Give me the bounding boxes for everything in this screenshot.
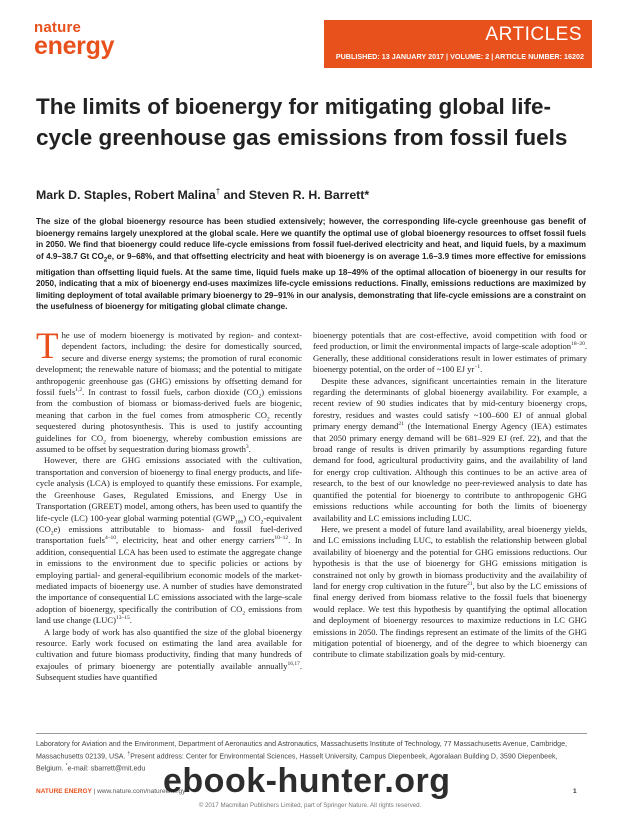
- citation: 1,2: [75, 387, 83, 394]
- paragraph: [36, 326, 302, 455]
- text-run: -equivalent (CO: [36, 512, 302, 534]
- body-column-left: [36, 326, 303, 684]
- affiliation-mark: †: [127, 751, 131, 757]
- superscript: −1: [474, 364, 481, 371]
- text-run: . Subsequent studies have quantified: [36, 660, 302, 683]
- abstract: [36, 216, 586, 313]
- citation: 21: [467, 581, 473, 588]
- paragraph: [313, 376, 587, 524]
- citation: 10–12: [274, 535, 289, 542]
- author-mark-star: *: [364, 188, 370, 203]
- text-run: , electricity, heat and other energy carriers: [115, 535, 275, 546]
- paragraph: [36, 455, 302, 626]
- subscript: 2: [242, 610, 246, 617]
- paragraph: [313, 524, 587, 661]
- citation: 21: [398, 421, 404, 428]
- text-run: (the International Energy Agency (IEA) estimates that 2050 primary energy demand will be 681–929 EJ (ref. 22), and that the broad range of results is driven primarily by assumptions regarding future demand for food, agricultural productivity gains, and the availability of land for energy crop cultivation. Although this continues to be an active area of research, to the best of our knowledge no peer-reviewed analysis to date has quantified the potential for bioenergy to contribute to anthropogenic GHG emissions reductions while accounting for both the limits of bioenergy availability and LC emissions including LUC.: [313, 421, 588, 523]
- subscript: 2: [266, 416, 270, 423]
- page-number: 1: [573, 788, 577, 795]
- subscript: 2: [260, 519, 264, 526]
- subscript: 100: [235, 519, 244, 526]
- publication-info: PUBLISHED: 13 JANUARY 2017 | VOLUME: 2 | ARTICLE NUMBER: 16202: [335, 52, 584, 61]
- affiliation-text: Laboratory for Aviation and the Environment, Department of Aeronautics and Astronautics, Massachusetts Institute of Technology, 77 Massachusetts Avenue, Cambridge, Massachusetts 02139, USA.: [36, 740, 568, 761]
- citation: 13–15: [115, 615, 130, 622]
- text-run: .: [129, 615, 132, 626]
- subscript: 2: [50, 530, 54, 537]
- text-run: . Generally, these additional considerations result in lower estimates of primary bioenergy potential, on the order of ~100 EJ yr: [313, 341, 587, 375]
- abstract-sub: 2: [103, 257, 108, 264]
- text-run: .: [248, 444, 251, 455]
- section-label: ARTICLES: [485, 24, 582, 45]
- drop-cap: T: [36, 326, 59, 367]
- footer-url[interactable]: | www.nature.com/natureenergy: [91, 788, 186, 795]
- text-run: . In addition, consequential LCA has been used to estimate the aggregate change in emissions to the environment due to specific policies or actions by employing partial- and general-equilibrium economic models of the market-mediated impacts of bioenergy use. A number of studies have demonstrated the importance of consequential LC emissions associated with the large-scale adoption of bioenergy, specifically the contribution of CO: [36, 535, 302, 614]
- author-list: [36, 187, 586, 202]
- text-run: Despite these advances, significant uncertainties remain in the literature regarding the determinants of global bioenergy availability. For example, a recent review of 90 studies indicates that by mid-century bioenergy crops, forestry, residues and wastes could satisfy ~100–600 EJ of annual global primary energy demand: [313, 375, 587, 432]
- text-run: e) emissions attributable to biomass- and fossil fuel-derived transportation fuels: [36, 523, 302, 546]
- text-run: , but also by the LC emissions of final energy derived from biomass relative to the fossil fuels that bioenergy would replace. We test this hypothesis by quantifying the optimal allocation and deployment of bioenergy resources to maximize reductions in LC GHG emissions in 2050. The findings represent an estimate of the limits of the GHG mitigation potential of bioenergy, and of the degree to which bioenergy can contribute to climate stabilization goals by mid-century.: [313, 580, 587, 660]
- copyright-notice: © 2017 Macmillan Publishers Limited, part of Springer Nature. All rights reserved.: [198, 802, 422, 809]
- text-run: Here, we present a model of future land availability, areal bioenergy yields, and LC emissions including LUC, to establish the relationship between global availability of bioenergy and the potential for GHG emissions reductions. Our hypothesis is that the use of bioenergy for GHG emissions mitigation is constrained not only by growth in biomass productivity and the availability of land for energy crop cultivation in the future: [313, 523, 587, 591]
- affiliation-text: Present address: Center for Environmental Sciences, Hasselt University, Campus Diepenbeek, Agoralaan Building D, 3590 Diepenbeek, Belgium.: [36, 752, 558, 773]
- email-link[interactable]: e-mail: sbarrett@mit.edu: [67, 764, 146, 773]
- journal-logo: [34, 20, 139, 68]
- logo-line1: nature: [34, 19, 82, 36]
- article-title: The limits of bioenergy for mitigating global life-cycle greenhouse gas emissions from fossil fuels: [36, 94, 568, 150]
- citation: 18–20: [571, 341, 585, 348]
- authors-part2: and Steven R. H. Barrett: [220, 188, 365, 203]
- citation: 4–10: [104, 535, 116, 542]
- text-run: from bioenergy, whereby combustion emissions are assumed to be offset by sequestration during biomass growth: [36, 432, 302, 455]
- section-banner: [324, 20, 592, 68]
- body-column-right: [313, 330, 587, 661]
- abstract-part2: e, or 9–68%, and that offsetting electricity and heat with bioenergy is on average 1.6–3.9 times more effective for emissions mitigation than offsetting liquid fuels. At the same time, liquid fuels make up 18–49% of the optimal allocation of bioenergy in our results for 2050, indicating that a mix of bioenergy end-uses maximizes life-cycle emissions reductions. Finally, emissions reductions are maximized by limiting deployment of total available primary bioenergy to 29–91% in our analysis, demonstrating that life-cycle emissions are a constraint on the usefulness of bioenergy for mitigating global climate change.: [36, 251, 586, 312]
- text-run: .: [480, 364, 483, 375]
- text-run: . In contrast to fossil fuels, carbon dioxide (CO: [82, 387, 259, 398]
- footer-divider: [36, 733, 587, 734]
- authors-part1: Mark D. Staples, Robert Malina: [36, 188, 216, 203]
- text-run: A large body of work has also quantified the size of the global bioenergy resource. Early work focused on estimating the land area available for cultivation and future biomass productivity, finding that many hundreds of exajoules of primary bioenergy are potentially available annually: [36, 626, 302, 671]
- citation: 16,17: [287, 660, 300, 667]
- subscript: 2: [258, 393, 262, 400]
- text-run: bioenergy potentials that are cost-effective, avoid competition with food or feed production, or limit the environmental impacts of large-scale adoption: [313, 330, 587, 352]
- subscript: 2: [103, 439, 106, 446]
- watermark: ebook-hunter.org: [163, 762, 451, 800]
- citation: 3: [245, 444, 249, 451]
- footer-journal-name: NATURE ENERGY: [36, 788, 92, 795]
- text-run: ) emissions from the combustion of biomass or biomass-derived fuels are biogenic, meaning that carbon in the fuel comes from atmospheric CO: [36, 387, 302, 420]
- text-run: emissions from land use change (LUC): [36, 603, 303, 626]
- text-run: recently sequestered during photosynthesis. This is used to justify accounting guidelines for CO: [36, 409, 302, 443]
- text-run: he use of modern bioenergy is motivated by region- and context-dependent factors, including: the desire for domestically sourced, secure and diverse energy systems; the promotion of rural economic development; the renewable nature of biomass; and the potential to mitigate anthropogenic greenhouse gas (GHG) emissions by offsetting demand for fossil fuels: [36, 330, 302, 398]
- abstract-part1: The size of the global bioenergy resource has been studied extensively; however, the corresponding life-cycle greenhouse gas benefit of bioenergy remains largely unexplored at the global scale. Here we quantify the optimal use of global bioenergy resources to offset fossil fuels in 2050. We find that bioenergy could reduce life-cycle emissions from fossil fuel-derived electricity and heat, and liquid fuels, by a maximum of 4.9–38.7 Gt CO: [36, 217, 586, 261]
- paragraph: [313, 330, 587, 376]
- paragraph: [36, 627, 302, 684]
- logo-line2: energy: [34, 32, 115, 60]
- text-run: However, there are GHG emissions associated with the cultivation, transportation and conversion of bioenergy to final energy products, and life-cycle analysis (LCA) is employed to quantify these emissions. For example, the Greenhouse Gases, Regulated Emissions, and Energy Use in Transportation (GREET) model, among others, has been used to quantify the life-cycle (LC) 100-year global warming potential (GWP: [36, 455, 302, 523]
- author-mark-dagger: †: [215, 187, 221, 196]
- affiliation-mark: *: [65, 763, 68, 770]
- text-run: ) CO: [243, 512, 261, 523]
